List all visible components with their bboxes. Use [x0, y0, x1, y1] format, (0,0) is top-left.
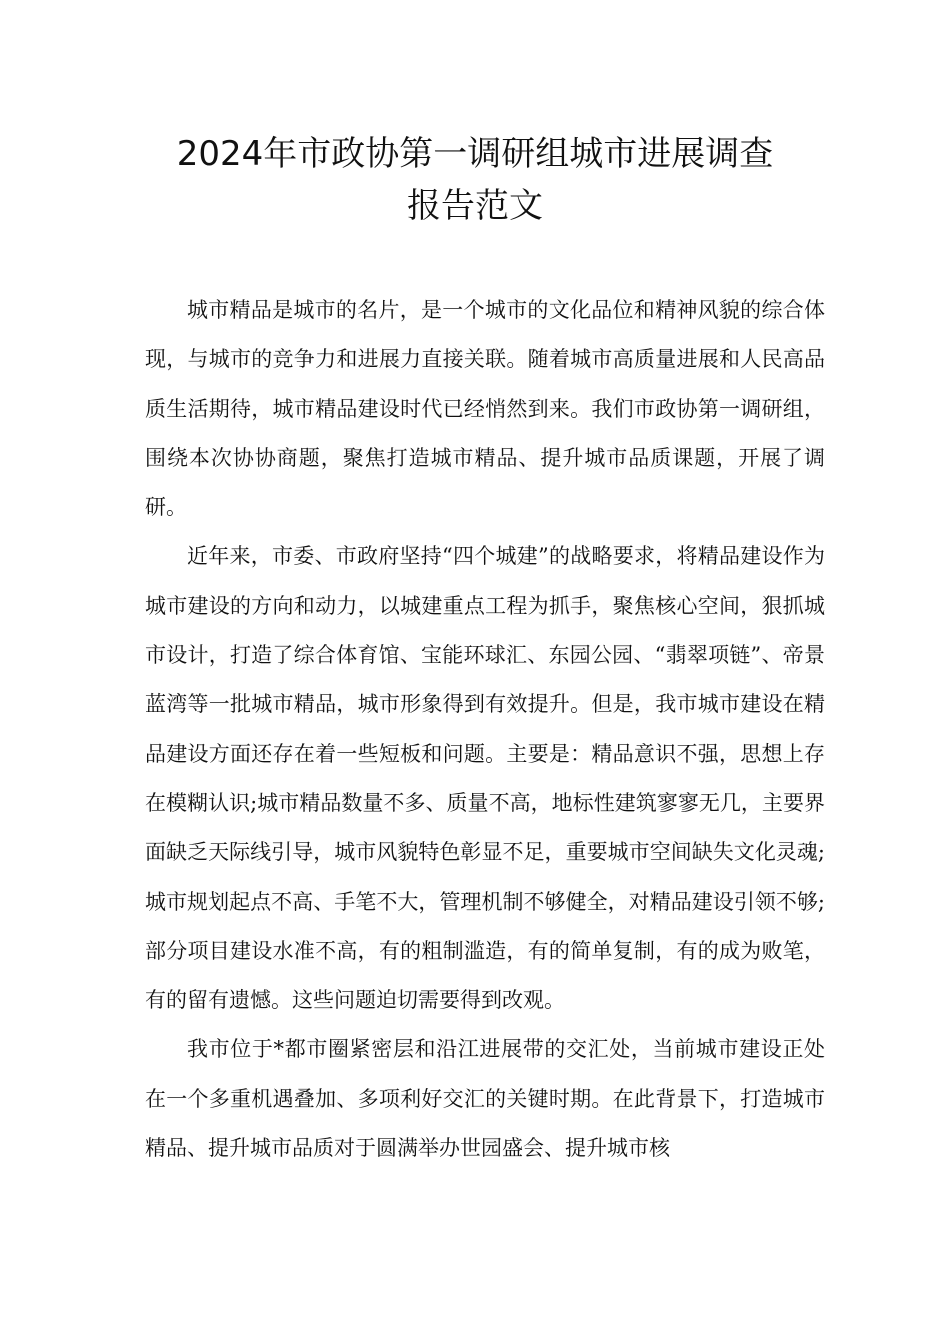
body-paragraph-1: 城市精品是城市的名片，是一个城市的文化品位和精神风貌的综合体现，与城市的竞争力和进展力直接关联。随着城市高质量进展和人民高品质生活期待，城市精品建设时代已经悄然到来。我们市政协第一调研组，围绕本次协协商题，聚焦打造城市精品、提升城市品质课题，开展了调研。: [145, 298, 825, 520]
body-paragraph-3: 我市位于*都市圈紧密层和沿江进展带的交汇处，当前城市建设正处在一个多重机遇叠加、多项利好交汇的关键时期。在此背景下，打造城市精品、提升城市品质对于圆满举办世园盛会、提升城市核: [145, 1037, 825, 1161]
document-body: [145, 286, 825, 1173]
document-title-line-2: 报告范文: [407, 186, 543, 226]
body-paragraph-2: 近年来，市委、市政府坚持“四个城建”的战略要求，将精品建设作为城市建设的方向和动力，以城建重点工程为抓手，聚焦核心空间，狠抓城市设计，打造了综合体育馆、宝能环球汇、东园公园、“翡翠项链”、帝景蓝湾等一批城市精品，城市形象得到有效提升。但是，我市城市建设在精品建设方面还存在着一些短板和问题。主要是：精品意识不强，思想上存在模糊认识;城市精品数量不多、质量不高，地标性建筑寥寥无几，主要界面缺乏天际线引导，城市风貌特色彰显不足，重要城市空间缺失文化灵魂;城市规划起点不高、手笔不大，管理机制不够健全，对精品建设引领不够;部分项目建设水准不高，有的粗制滥造，有的简单复制，有的成为败笔，有的留有遗憾。这些问题迫切需要得到改观。: [145, 544, 825, 1013]
document-title-line-1: 2024年市政协第一调研组城市进展调查: [176, 134, 774, 174]
